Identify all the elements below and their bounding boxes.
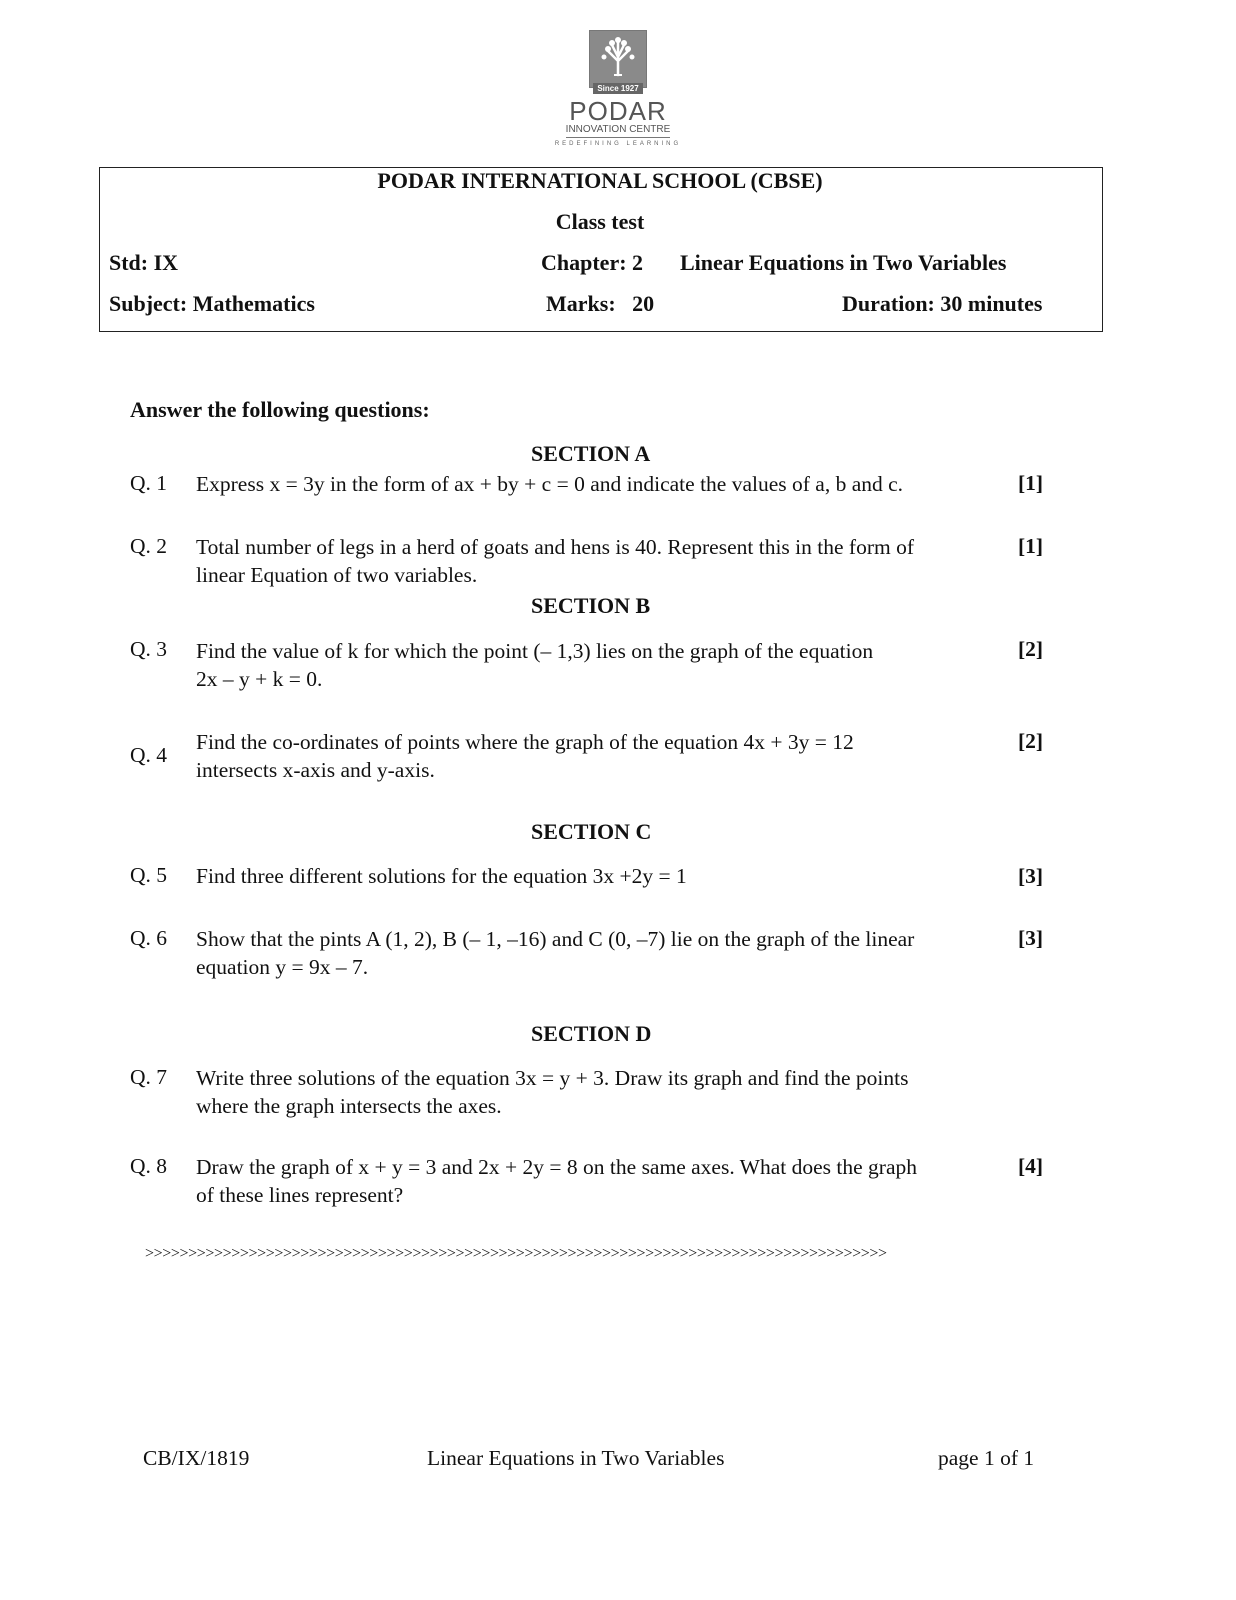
question-text-cont: equation y = 9x – 7. (196, 955, 369, 979)
question-number: Q. 2 (130, 534, 168, 558)
question-marks: [3] (1018, 864, 1044, 888)
logo-subtitle: INNOVATION CENTRE (566, 124, 671, 138)
question-number: Q. 7 (130, 1065, 168, 1089)
chapter-label: Chapter: 2 (541, 250, 644, 275)
school-name: PODAR INTERNATIONAL SCHOOL (CBSE) (377, 168, 823, 193)
question-marks: [2] (1018, 729, 1044, 753)
question-text-cont: linear Equation of two variables. (196, 563, 478, 587)
section-d-heading: SECTION D (531, 1021, 652, 1046)
end-marker: >>>>>>>>>>>>>>>>>>>>>>>>>>>>>>>>>>>>>>>>>>>>>>>>>>>>>>>>>>>>>>>>>>>>>>>>>>>>>>>>>>>>>> (145, 1245, 887, 1262)
instructions: Answer the following questions: (130, 397, 430, 422)
test-type: Class test (555, 209, 645, 234)
duration-label: Duration: 30 minutes (842, 291, 1043, 316)
question-text: Find the value of k for which the point (– 1,3) lies on the graph of the equation (196, 639, 874, 663)
question-text: Find the co-ordinates of points where the graph of the equation 4x + 3y = 12 (196, 730, 854, 754)
question-text-cont: intersects x-axis and y-axis. (196, 758, 435, 782)
logo-name: PODAR (569, 96, 667, 126)
section-a-heading: SECTION A (531, 441, 651, 466)
question-number: Q. 3 (130, 637, 168, 661)
question-text-cont: 2x – y + k = 0. (196, 667, 323, 691)
question-number: Q. 4 (130, 743, 168, 767)
subject-label: Subject: Mathematics (109, 291, 315, 316)
section-c-heading: SECTION C (531, 819, 652, 844)
footer-title: Linear Equations in Two Variables (427, 1446, 725, 1470)
question-marks: [2] (1018, 637, 1044, 661)
question-text: Draw the graph of x + y = 3 and 2x + 2y = 8 on the same axes. What does the graph (196, 1155, 917, 1179)
question-text: Total number of legs in a herd of goats and hens is 40. Represent this in the form of (196, 535, 914, 559)
question-marks: [1] (1018, 471, 1044, 495)
marks-label: Marks: 20 (546, 291, 655, 316)
section-b-heading: SECTION B (531, 593, 651, 618)
question-text-cont: where the graph intersects the axes. (196, 1094, 502, 1118)
question-number: Q. 5 (130, 863, 168, 887)
question-text-cont: of these lines represent? (196, 1183, 404, 1207)
logo-tagline: REDEFINING LEARNING (554, 141, 682, 147)
chapter-title: Linear Equations in Two Variables (680, 250, 1007, 275)
question-text: Express x = 3y in the form of ax + by + c = 0 and indicate the values of a, b and c. (196, 472, 904, 496)
question-text: Write three solutions of the equation 3x = y + 3. Draw its graph and find the points (196, 1066, 909, 1090)
question-number: Q. 8 (130, 1154, 168, 1178)
tree-logo-icon (589, 30, 647, 88)
std-label: Std: IX (109, 250, 179, 275)
footer-code: CB/IX/1819 (143, 1446, 250, 1470)
logo-since: Since 1927 (593, 83, 642, 94)
question-text: Find three different solutions for the equation 3x +2y = 1 (196, 864, 687, 888)
question-marks: [3] (1018, 926, 1044, 950)
question-marks: [4] (1018, 1154, 1044, 1178)
question-marks: [1] (1018, 534, 1044, 558)
school-logo (0, 30, 1236, 147)
question-number: Q. 6 (130, 926, 168, 950)
question-number: Q. 1 (130, 471, 168, 495)
footer-page: page 1 of 1 (938, 1446, 1035, 1470)
question-text: Show that the pints A (1, 2), B (– 1, –16) and C (0, –7) lie on the graph of the linear (196, 927, 915, 951)
